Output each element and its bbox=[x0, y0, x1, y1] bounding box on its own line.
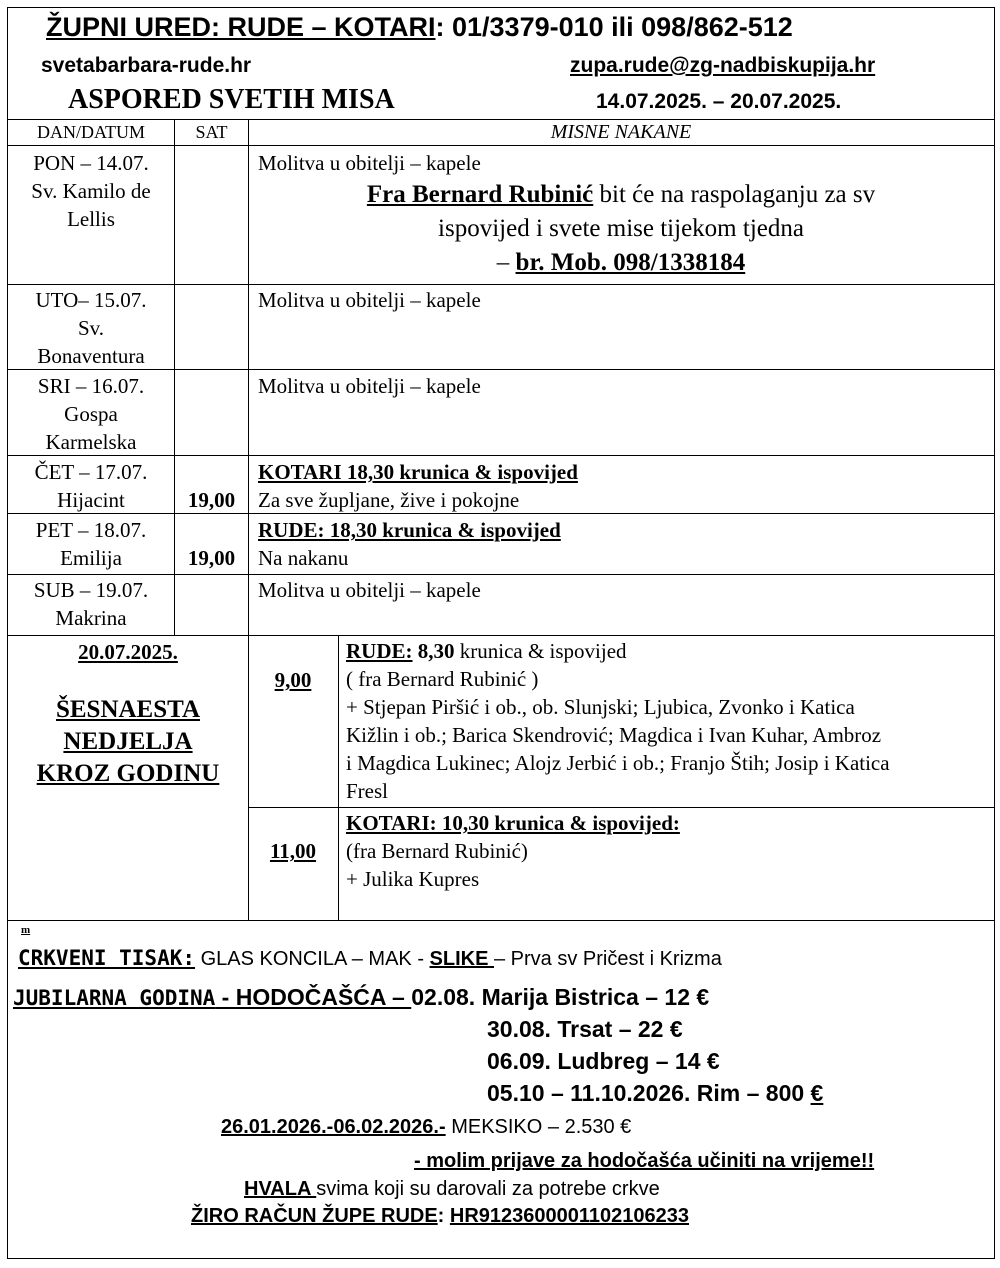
header-day: DAN/DATUM bbox=[37, 122, 145, 142]
mass-time: 19,00 bbox=[187, 488, 236, 512]
sunday-name-line: NEDJELJA bbox=[63, 728, 193, 755]
mass-title-rest: krunica & ispovijed bbox=[454, 639, 627, 663]
notice-dash: – bbox=[496, 249, 516, 276]
mass-title: RUDE: 18,30 krunica & ispovijed bbox=[258, 518, 561, 542]
website: svetabarbara-rude.hr bbox=[41, 54, 252, 77]
mass-title: KOTARI 18,30 krunica & ispovijed bbox=[258, 460, 578, 484]
day-cell bbox=[8, 516, 174, 572]
schedule-sheet bbox=[7, 7, 995, 1259]
intention-line: + Stjepan Piršić i ob., ob. Slunjski; Ljubica, Zvonko i Katica bbox=[346, 695, 855, 719]
press-label: CRKVENI TISAK: bbox=[18, 946, 196, 970]
press-rest: – Prva sv Pričest i Krizma bbox=[494, 948, 722, 970]
church-press-line bbox=[18, 946, 722, 971]
day-saint: Makrina bbox=[55, 606, 127, 630]
trip-item: 30.08. Trsat – 22 € bbox=[487, 1016, 683, 1042]
email: zupa.rude@zg-nadbiskupija.hr bbox=[570, 54, 876, 77]
account-number: HR9123600001102106233 bbox=[449, 1205, 690, 1227]
account-label: ŽIRO RAČUN ŽUPE RUDE bbox=[191, 1205, 438, 1227]
intention-line: Fresl bbox=[346, 779, 388, 803]
day-saint: Bonaventura bbox=[37, 344, 145, 368]
header-divider bbox=[8, 145, 994, 146]
day-saint: Hijacint bbox=[57, 488, 125, 512]
sunday-name-line: KROZ GODINU bbox=[36, 760, 220, 787]
day-date: SUB – 19.07. bbox=[33, 578, 149, 602]
header-time: SAT bbox=[195, 122, 228, 142]
trip-text: 05.10 – 11.10.2026. Rim – 800 bbox=[487, 1080, 811, 1106]
intention-text: Na nakanu bbox=[258, 546, 349, 570]
priest-name: Fra Bernard Rubinić bbox=[366, 181, 594, 208]
press-text: GLAS KONCILA – MAK - bbox=[195, 948, 430, 970]
office-label: ŽUPNI URED: RUDE – KOTARI bbox=[46, 12, 436, 42]
mass-prayer-time: 8,30 bbox=[412, 639, 455, 663]
day-cell bbox=[8, 372, 174, 456]
office-header bbox=[46, 12, 793, 43]
intention-text: Molitva u obitelji – kapele bbox=[258, 151, 481, 175]
thanks-line bbox=[244, 1178, 660, 1201]
priest-notice bbox=[248, 178, 994, 280]
day-saint: Gospa bbox=[64, 402, 118, 426]
slike-label: SLIKE bbox=[429, 948, 494, 970]
schedule-title: ASPORED SVETIH MISA bbox=[68, 84, 395, 115]
col-divider bbox=[338, 635, 339, 920]
pilgrimage-label: - HODOČAŠĆA – bbox=[215, 984, 412, 1010]
day-cell bbox=[8, 576, 174, 632]
mass-time: 11,00 bbox=[269, 839, 317, 863]
office-phones: : 01/3379-010 ili 098/862-512 bbox=[435, 12, 793, 42]
euro-sign: € bbox=[810, 1080, 824, 1106]
pilgrimage-line bbox=[13, 984, 709, 1011]
mass-place: RUDE: bbox=[346, 639, 413, 663]
mexico-dates: 26.01.2026.-06.02.2026.- bbox=[221, 1116, 446, 1138]
mass-time: 9,00 bbox=[274, 668, 312, 692]
day-saint: Lellis bbox=[67, 207, 115, 231]
intention-text: Molitva u obitelji – kapele bbox=[258, 578, 481, 602]
trip-item bbox=[487, 1080, 823, 1107]
day-saint: Emilija bbox=[60, 546, 122, 570]
day-cell bbox=[8, 458, 174, 514]
day-saint: Sv. Kamilo de bbox=[31, 179, 151, 203]
row-divider bbox=[8, 574, 994, 575]
trip-item: 06.09. Ludbreg – 14 € bbox=[487, 1048, 720, 1074]
sunday-name bbox=[8, 694, 248, 790]
intention-line: + Julika Kupres bbox=[346, 867, 480, 891]
thanks-text: svima koji su darovali za potrebe crkve bbox=[316, 1178, 660, 1200]
table-bottom-border bbox=[8, 920, 994, 921]
thanks-label: HVALA bbox=[244, 1178, 317, 1200]
mass-title: KOTARI: 10,30 krunica & ispovijed: bbox=[346, 811, 680, 835]
day-saint: Sv. bbox=[77, 316, 105, 340]
row-divider bbox=[8, 635, 994, 636]
day-date: PON – 14.07. bbox=[33, 151, 149, 175]
day-cell bbox=[8, 149, 174, 233]
trip-item: 02.08. Marija Bistrica – 12 € bbox=[411, 984, 710, 1010]
notice-text: bit će na raspolaganju za sv bbox=[593, 181, 876, 208]
mass-priest: (fra Bernard Rubinić) bbox=[346, 839, 528, 863]
intention-text: Molitva u obitelji – kapele bbox=[258, 288, 481, 312]
account-colon: : bbox=[437, 1205, 450, 1227]
priest-phone: br. Mob. 098/1338184 bbox=[515, 249, 746, 276]
apply-note: - molim prijave za hodočašća učiniti na vrijeme!! bbox=[414, 1150, 875, 1172]
sunday-name-line: ŠESNAESTA bbox=[55, 696, 201, 723]
day-date: SRI – 16.07. bbox=[37, 374, 145, 398]
small-mark: m bbox=[21, 924, 31, 936]
day-saint: Karmelska bbox=[45, 430, 137, 454]
intention-text: Za sve župljane, žive i pokojne bbox=[258, 488, 520, 512]
mass-time: 19,00 bbox=[187, 546, 236, 570]
sunday-mass-rude bbox=[346, 637, 890, 805]
mexico-line bbox=[221, 1116, 631, 1139]
sunday-date: 20.07.2025. bbox=[78, 640, 178, 664]
sunday-mass-kotari bbox=[346, 809, 680, 893]
mass-priest: ( fra Bernard Rubinić ) bbox=[346, 667, 539, 691]
mexico-text: MEKSIKO – 2.530 € bbox=[445, 1116, 632, 1138]
intention-line: i Magdica Lukinec; Alojz Jerbić i ob.; Franjo Štih; Josip i Katica bbox=[346, 751, 890, 775]
intention-line: Kižlin i ob.; Barica Skendrović; Magdica i Ivan Kuhar, Ambroz bbox=[346, 723, 882, 747]
day-cell bbox=[8, 286, 174, 370]
day-date: PET – 18.07. bbox=[35, 518, 147, 542]
row-divider bbox=[8, 284, 994, 285]
header-intentions: MISNE NAKANE bbox=[550, 121, 692, 143]
intention-text: Molitva u obitelji – kapele bbox=[258, 374, 481, 398]
day-date: UTO– 15.07. bbox=[35, 288, 147, 312]
mass-divider bbox=[248, 807, 994, 808]
date-range: 14.07.2025. – 20.07.2025. bbox=[596, 90, 842, 113]
account-line bbox=[191, 1205, 689, 1228]
notice-text: ispovijed i svete mise tijekom tjedna bbox=[438, 215, 804, 242]
day-date: ČET – 17.07. bbox=[34, 460, 148, 484]
jubilee-label: JUBILARNA GODINA bbox=[13, 986, 216, 1010]
